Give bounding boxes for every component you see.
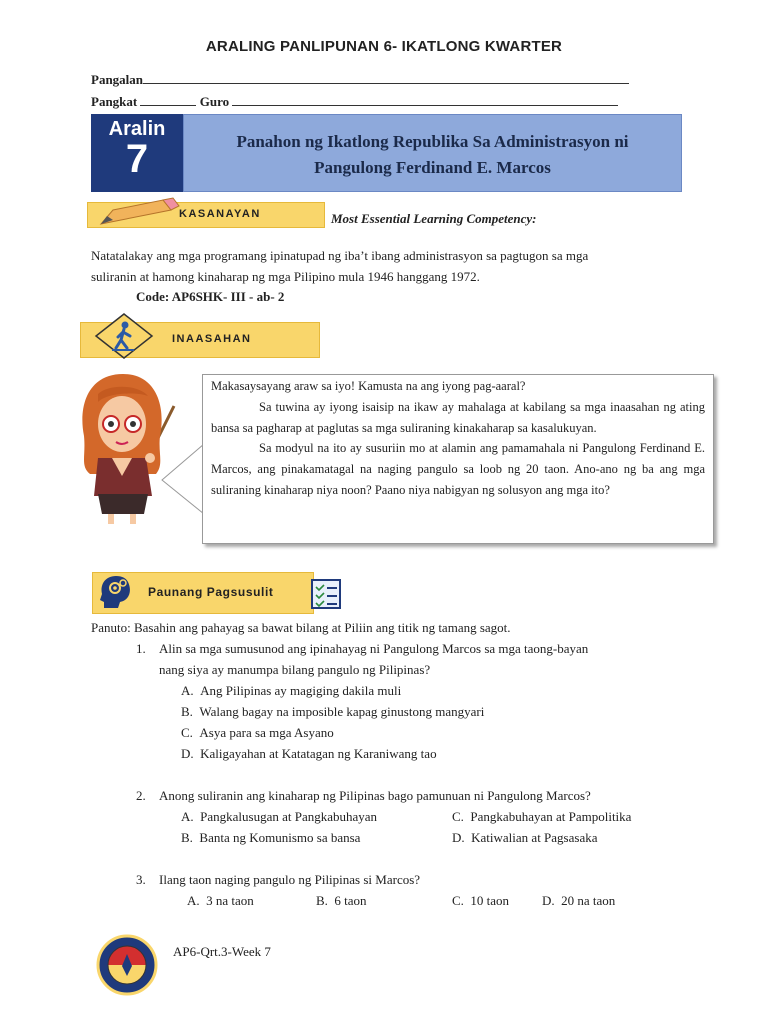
option-text: Asya para sa mga Asyano — [199, 725, 334, 740]
kasanayan-text-line2: suliranin at hamong kinaharap ng mga Pilipino mula 1946 hanggang 1972. — [91, 269, 480, 284]
option-text: Ang Pilipinas ay magiging dakila muli — [200, 683, 402, 698]
guro-label: Guro — [199, 94, 230, 109]
q2-option-c[interactable] — [452, 809, 631, 825]
school-seal-logo — [96, 934, 158, 996]
walking-person-icon — [94, 312, 154, 360]
q1-option-c[interactable] — [181, 725, 334, 741]
speech-bubble-tail — [160, 440, 206, 520]
q2-number: 2. — [136, 788, 146, 803]
option-text: Kaligayahan at Katatagan ng Karaniwang tao — [200, 746, 437, 761]
guro-blank[interactable] — [232, 94, 618, 106]
lesson-title-line1: Panahon ng Ikatlong Republika Sa Administrasyon ni — [236, 132, 629, 151]
q3-option-b[interactable] — [316, 893, 367, 909]
option-letter: A. — [187, 893, 200, 908]
pangkat-blank[interactable] — [140, 94, 196, 106]
q1-line1: Alin sa mga sumusunod ang ipinahayag ni Pangulong Marcos sa mga taong-bayan — [159, 641, 589, 656]
option-letter: A. — [181, 683, 194, 698]
speech-bubble — [202, 374, 714, 544]
inaasahan-paragraph-1: Sa tuwina ay iyong isaisip na ikaw ay mahalaga at kabilang sa mga inaasahan ng ating bansa sa pagharap at paglutas sa mga suliraning kinakaharap sa kasalukuyan. — [211, 399, 705, 435]
pencil-icon — [93, 196, 183, 232]
inaasahan-banner — [80, 312, 318, 360]
option-letter: B. — [316, 893, 328, 908]
paunang-pagsusulit-banner — [92, 570, 348, 614]
option-text: 20 na taon — [561, 893, 616, 908]
option-text: Walang bagay na imposible kapag ginustong mangyari — [199, 704, 485, 719]
q2-option-b[interactable] — [181, 830, 360, 846]
thinking-head-icon — [96, 572, 136, 612]
option-letter: A. — [181, 809, 194, 824]
option-letter: D. — [452, 830, 465, 845]
option-letter: D. — [542, 893, 555, 908]
aralin-word: Aralin — [108, 118, 166, 140]
kasanayan-tag: KASANAYAN — [179, 208, 261, 220]
option-letter: B. — [181, 830, 193, 845]
q2-line1: Anong suliranin ang kinaharap ng Pilipinas bago pamunuan ni Pangulong Marcos? — [159, 788, 591, 803]
option-text: Banta ng Komunismo sa bansa — [199, 830, 361, 845]
q1-option-d[interactable] — [181, 746, 437, 762]
checklist-icon — [310, 578, 342, 610]
pangalan-blank[interactable] — [143, 72, 629, 84]
q1-option-b[interactable] — [181, 704, 484, 720]
kasanayan-text-line1: Natatalakay ang mga programang ipinatupad ng iba’t ibang administrasyon sa pagtugon sa mga — [91, 248, 589, 263]
kasanayan-banner — [87, 196, 323, 232]
aralin-badge — [91, 114, 183, 192]
q3-option-d[interactable] — [542, 893, 615, 909]
q1-line2: nang siya ay manumpa bilang pangulo ng Pilipinas? — [159, 662, 431, 677]
q3-option-a[interactable] — [187, 893, 254, 909]
option-text: Katiwalian at Pagsasaka — [471, 830, 598, 845]
option-letter: B. — [181, 704, 193, 719]
inaasahan-tag: INAASAHAN — [172, 333, 252, 345]
option-text: 10 taon — [470, 893, 510, 908]
paunang-pagsusulit-tag: Paunang Pagsusulit — [148, 585, 274, 599]
greeting-text: Makasaysayang araw sa iyo! Kamusta na ang iyong pag-aaral? — [211, 379, 526, 393]
footer-code: AP6-Qrt.3-Week 7 — [173, 944, 271, 959]
pangalan-row — [91, 72, 629, 88]
lesson-title-line2: Pangulong Ferdinand E. Marcos — [314, 158, 551, 177]
option-text: 3 na taon — [206, 893, 254, 908]
option-letter: C. — [452, 809, 464, 824]
q1-number: 1. — [136, 641, 146, 656]
q1-option-a[interactable] — [181, 683, 401, 699]
option-text: Pangkalusugan at Pangkabuhayan — [200, 809, 378, 824]
competency-code: Code: AP6SHK- III - ab- 2 — [136, 289, 285, 304]
pangkat-guro-row — [91, 94, 618, 110]
q2-option-d[interactable] — [452, 830, 597, 846]
panuto-text: Panuto: Basahin ang pahayag sa bawat bilang at Piliin ang titik ng tamang sagot. — [91, 620, 511, 635]
pangalan-label: Pangalan — [91, 72, 144, 87]
q3-option-c[interactable] — [452, 893, 509, 909]
aralin-number: 7 — [125, 137, 149, 181]
q3-number: 3. — [136, 872, 146, 887]
option-text: 6 taon — [334, 893, 367, 908]
worksheet-title: ARALING PANLIPUNAN 6- IKATLONG KWARTER — [205, 38, 563, 55]
option-letter: C. — [181, 725, 193, 740]
option-letter: C. — [452, 893, 464, 908]
pangkat-label: Pangkat — [91, 94, 138, 109]
q3-line1: Ilang taon naging pangulo ng Pilipinas si Marcos? — [159, 872, 421, 887]
inaasahan-paragraph-2: Sa modyul na ito ay susuriin mo at alamin ang pamamahala ni Pangulong Ferdinand E. Marcos, ang pinakamatagal na naging pangulo sa loob ng 20 taon. Ano-ano ng ba ang mga suliraning kinaharap niya noon? Paano niya nabigyan ng solusyon ang mga ito? — [211, 441, 705, 497]
option-letter: D. — [181, 746, 194, 761]
melc-label: Most Essential Learning Competency: — [331, 211, 537, 226]
option-text: Pangkabuhayan at Pampolitika — [470, 809, 632, 824]
lesson-title-banner — [183, 114, 682, 192]
q2-option-a[interactable] — [181, 809, 377, 825]
